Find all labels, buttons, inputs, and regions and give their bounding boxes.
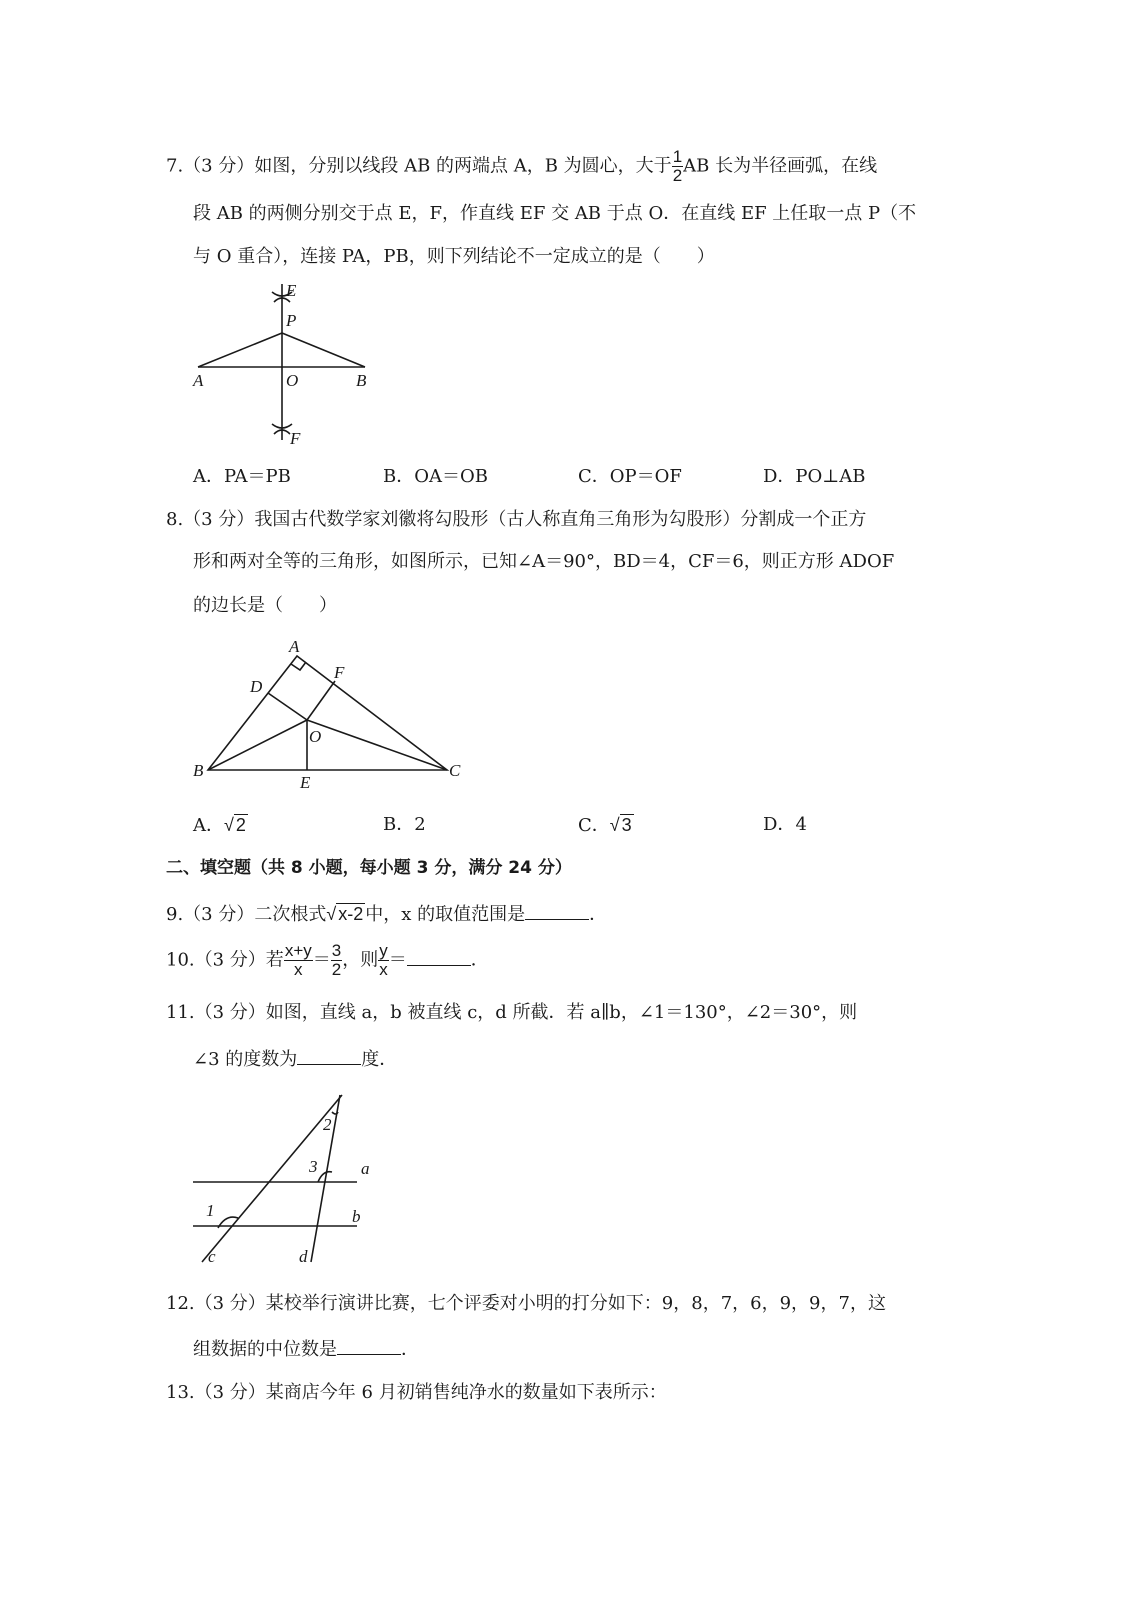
option-letter: B． [383, 814, 415, 835]
q7-text: AB 长为半径画弧，在线 [683, 155, 878, 177]
q10 [166, 942, 489, 979]
label-3: 3 [309, 1157, 318, 1176]
option-value: 2 [414, 814, 426, 835]
radicand: 3 [621, 815, 632, 835]
q13-line1: 13.（3 分）某商店今年 6 月初销售纯净水的数量如下表所示： [166, 1382, 667, 1403]
equals: ＝ [388, 949, 407, 971]
q9-text: 9.（3 分）二次根式 [166, 904, 327, 925]
sqrt: √ 3 [609, 815, 632, 835]
numerator: x+y [284, 941, 312, 960]
option-letter: C． [578, 815, 610, 836]
label-2: 2 [323, 1115, 332, 1134]
q7-option-c[interactable]: C．OP＝OF [578, 466, 682, 487]
denominator: 2 [331, 960, 342, 979]
label-E: E [286, 281, 297, 300]
q8-option-a[interactable] [193, 813, 248, 838]
label-D: D [250, 677, 263, 696]
numerator: 3 [331, 941, 342, 960]
punct: ． [401, 1339, 419, 1360]
numerator: y [379, 941, 388, 960]
q12-line1: 12.（3 分）某校举行演讲比赛，七个评委对小明的打分如下：9，8，7，6，9，9，7，这 [166, 1293, 886, 1314]
q8-option-b[interactable] [383, 813, 426, 837]
label-A: A [289, 637, 300, 656]
q8-option-d[interactable] [763, 813, 807, 837]
numerator: 1 [672, 147, 683, 166]
q8-figure [208, 656, 447, 770]
q7-figure [198, 284, 365, 440]
label-O: O [286, 371, 299, 390]
answer-blank[interactable] [297, 1046, 361, 1065]
equals: ＝ [312, 949, 331, 971]
q9 [166, 901, 607, 927]
answer-blank[interactable] [337, 1336, 401, 1355]
option-letter: D． [763, 814, 796, 835]
sqrt: √ x-2 [326, 904, 364, 924]
label-B: B [356, 371, 367, 390]
fraction [284, 942, 313, 979]
q8-line3: 的边长是（ ） [193, 595, 337, 616]
label-O: O [309, 727, 322, 746]
denominator: x [379, 960, 388, 979]
label-a: a [361, 1159, 370, 1178]
label-A: A [193, 371, 204, 390]
answer-blank[interactable] [407, 947, 471, 966]
option-letter: A． [193, 815, 224, 836]
fraction [378, 942, 389, 979]
q8-line2: 形和两对全等的三角形，如图所示，已知∠A＝90°，BD＝4，CF＝6，则正方形 ADOF [193, 551, 895, 572]
q11-line2 [193, 1046, 397, 1072]
sqrt: √ 2 [224, 815, 246, 835]
punct: ． [470, 949, 489, 971]
q7-line3: 与 O 重合），连接 PA，PB，则下列结论不一定成立的是（ ） [193, 246, 715, 267]
q12-line2 [193, 1336, 419, 1362]
label-P: P [286, 311, 297, 330]
q11-figure [193, 1095, 357, 1262]
q12-text: 组数据的中位数是 [193, 1339, 337, 1360]
radicand: 2 [235, 815, 246, 835]
label-d: d [299, 1247, 308, 1266]
label-1: 1 [206, 1201, 215, 1220]
q11-text: ∠3 的度数为 [193, 1049, 298, 1070]
option-value: 4 [795, 814, 807, 835]
q8-line1: 8.（3 分）我国古代数学家刘徽将勾股形（古人称直角三角形为勾股形）分割成一个正方 [166, 509, 867, 530]
q10-text: 10.（3 分）若 [166, 949, 284, 971]
q11-line1: 11.（3 分）如图，直线 a，b 被直线 c，d 所截．若 a∥b，∠1＝130°，∠2＝30°，则 [166, 1002, 858, 1023]
punct: ． [589, 904, 608, 925]
q11-text: 度． [361, 1049, 398, 1070]
fraction [331, 942, 342, 979]
q10-text: ，则 [342, 949, 379, 971]
answer-blank[interactable] [525, 901, 589, 920]
q7-option-d[interactable]: D．PO⊥AB [763, 466, 866, 487]
label-c: c [208, 1247, 216, 1266]
label-F: F [290, 429, 301, 448]
label-C: C [449, 761, 461, 780]
label-b: b [352, 1207, 361, 1226]
label-F: F [334, 663, 345, 682]
label-E: E [300, 773, 311, 792]
q7-line2: 段 AB 的两侧分别交于点 E，F，作直线 EF 交 AB 于点 O．在直线 EF 上任取一点 P（不 [193, 203, 917, 224]
q7-option-b[interactable]: B．OA＝OB [383, 466, 488, 487]
denominator: 2 [672, 166, 683, 185]
denominator: x [294, 960, 303, 979]
q8-option-c[interactable] [578, 813, 634, 838]
q9-text: 中，x 的取值范围是 [365, 904, 526, 925]
label-B: B [193, 761, 204, 780]
radicand: x-2 [338, 904, 364, 924]
q7-text: 7.（3 分）如图，分别以线段 AB 的两端点 A，B 为圆心，大于 [166, 155, 672, 177]
section-heading: 二、填空题（共 8 小题，每小题 3 分，满分 24 分） [166, 858, 572, 878]
q7-option-a[interactable]: A．PA＝PB [193, 466, 291, 487]
